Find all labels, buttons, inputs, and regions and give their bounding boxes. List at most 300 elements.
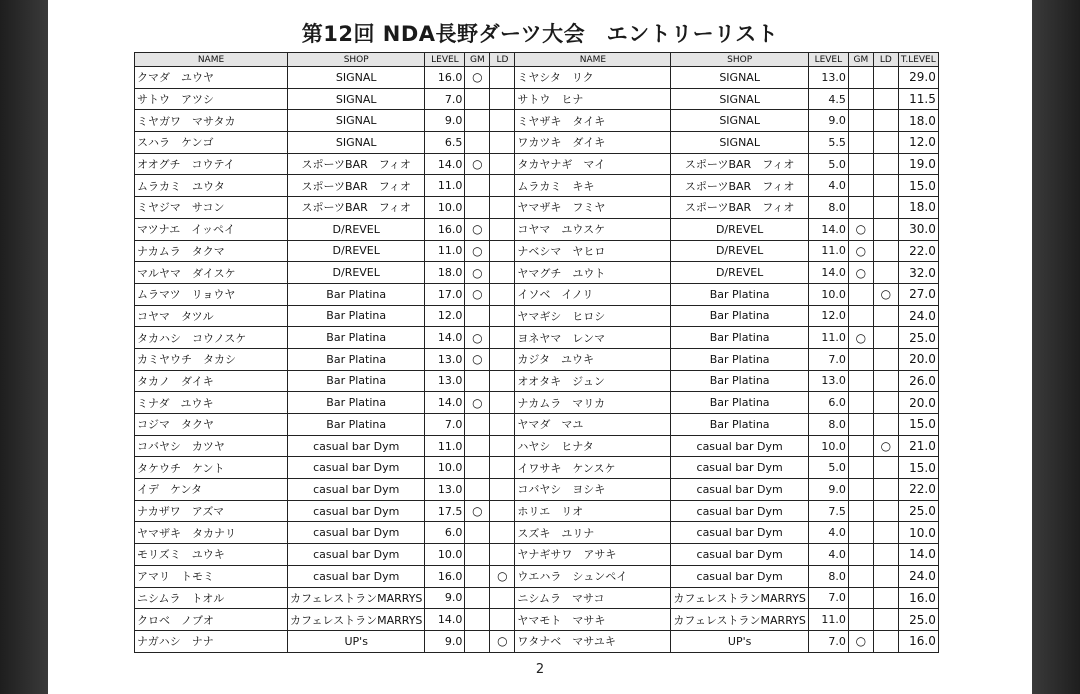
page-number: 2	[535, 662, 545, 677]
shop-name-1: スポーツBAR フィオ	[288, 197, 425, 219]
player-name-1: サトウ アツシ	[135, 88, 288, 110]
gm-mark-1	[465, 435, 490, 457]
shop-name-1: スポーツBAR フィオ	[288, 153, 425, 175]
shop-name-1: カフェレストランMARRYS	[288, 609, 425, 631]
total-level: 15.0	[898, 414, 938, 436]
shop-name-1: スポーツBAR フィオ	[288, 175, 425, 197]
gm-mark-1	[465, 587, 490, 609]
table-row	[135, 522, 939, 544]
level-2: 5.5	[808, 132, 848, 154]
table-row	[135, 110, 939, 132]
shop-name-2: SIGNAL	[671, 110, 808, 132]
player-name-2: スズキ ユリナ	[515, 522, 671, 544]
ld-mark-1	[490, 110, 515, 132]
shop-name-2: スポーツBAR フィオ	[671, 153, 808, 175]
gm-mark-1: ○	[465, 240, 490, 262]
gm-mark-2	[848, 522, 873, 544]
level-2: 7.0	[808, 348, 848, 370]
table-row	[135, 175, 939, 197]
level-1: 17.5	[425, 500, 465, 522]
shop-name-2: カフェレストランMARRYS	[671, 587, 808, 609]
total-level: 15.0	[898, 457, 938, 479]
total-level: 20.0	[898, 348, 938, 370]
gm-mark-2	[848, 587, 873, 609]
player-name-2: ヨネヤマ レンマ	[515, 327, 671, 349]
gm-mark-2: ○	[848, 218, 873, 240]
ld-mark-2	[873, 67, 898, 89]
ld-mark-2	[873, 457, 898, 479]
shop-name-2: SIGNAL	[671, 132, 808, 154]
table-row	[135, 587, 939, 609]
ld-mark-1	[490, 435, 515, 457]
gm-mark-1	[465, 175, 490, 197]
gm-mark-2	[848, 88, 873, 110]
level-2: 4.0	[808, 544, 848, 566]
total-level: 16.0	[898, 630, 938, 652]
level-2: 4.0	[808, 522, 848, 544]
table-row	[135, 544, 939, 566]
shop-name-1: SIGNAL	[288, 88, 425, 110]
table-row	[135, 414, 939, 436]
level-2: 14.0	[808, 218, 848, 240]
total-level: 29.0	[898, 67, 938, 89]
gm-mark-1	[465, 630, 490, 652]
shop-name-1: Bar Platina	[288, 392, 425, 414]
gm-mark-1: ○	[465, 67, 490, 89]
table-row	[135, 88, 939, 110]
shop-name-1: Bar Platina	[288, 370, 425, 392]
level-1: 7.0	[425, 414, 465, 436]
ld-mark-1: ○	[490, 565, 515, 587]
shop-name-2: casual bar Dym	[671, 435, 808, 457]
shop-name-2: スポーツBAR フィオ	[671, 175, 808, 197]
ld-mark-2	[873, 305, 898, 327]
shop-name-1: カフェレストランMARRYS	[288, 587, 425, 609]
header-name-1: NAME	[135, 53, 288, 67]
player-name-2: サトウ ヒナ	[515, 88, 671, 110]
gm-mark-2	[848, 609, 873, 631]
player-name-2: ミヤザキ タイキ	[515, 110, 671, 132]
player-name-2: オオタキ ジュン	[515, 370, 671, 392]
player-name-2: ナカムラ マリカ	[515, 392, 671, 414]
player-name-2: ヤマダ マユ	[515, 414, 671, 436]
ld-mark-2	[873, 327, 898, 349]
shop-name-2: SIGNAL	[671, 88, 808, 110]
level-1: 6.5	[425, 132, 465, 154]
total-level: 11.5	[898, 88, 938, 110]
table-row	[135, 132, 939, 154]
level-2: 11.0	[808, 609, 848, 631]
total-level: 16.0	[898, 587, 938, 609]
page-title: 第12回 NDA長野ダーツ大会 エントリーリスト	[301, 22, 779, 46]
ld-mark-1	[490, 348, 515, 370]
gm-mark-2	[848, 67, 873, 89]
gm-mark-1: ○	[465, 283, 490, 305]
ld-mark-2: ○	[873, 283, 898, 305]
ld-mark-2	[873, 370, 898, 392]
level-2: 11.0	[808, 327, 848, 349]
total-level: 14.0	[898, 544, 938, 566]
gm-mark-2	[848, 457, 873, 479]
level-2: 8.0	[808, 197, 848, 219]
player-name-2: ヤマグチ ユウト	[515, 262, 671, 284]
level-1: 11.0	[425, 175, 465, 197]
ld-mark-1	[490, 153, 515, 175]
player-name-1: ムラカミ ユウタ	[135, 175, 288, 197]
ld-mark-1	[490, 392, 515, 414]
level-1: 10.0	[425, 544, 465, 566]
level-2: 4.5	[808, 88, 848, 110]
level-2: 14.0	[808, 262, 848, 284]
gm-mark-1: ○	[465, 348, 490, 370]
player-name-1: タケウチ ケント	[135, 457, 288, 479]
total-level: 25.0	[898, 609, 938, 631]
gm-mark-1	[465, 197, 490, 219]
player-name-2: カジタ ユウキ	[515, 348, 671, 370]
gm-mark-2: ○	[848, 262, 873, 284]
shop-name-1: D/REVEL	[288, 262, 425, 284]
player-name-1: オオグチ コウテイ	[135, 153, 288, 175]
gm-mark-1: ○	[465, 392, 490, 414]
ld-mark-2: ○	[873, 435, 898, 457]
ld-mark-1	[490, 522, 515, 544]
shop-name-1: SIGNAL	[288, 67, 425, 89]
ld-mark-2	[873, 500, 898, 522]
level-1: 12.0	[425, 305, 465, 327]
table-row	[135, 153, 939, 175]
level-1: 14.0	[425, 392, 465, 414]
ld-mark-2	[873, 565, 898, 587]
gm-mark-2	[848, 348, 873, 370]
table-row	[135, 500, 939, 522]
level-2: 11.0	[808, 240, 848, 262]
gm-mark-1: ○	[465, 218, 490, 240]
player-name-2: コバヤシ ヨシキ	[515, 479, 671, 501]
table-row	[135, 348, 939, 370]
player-name-1: ナカムラ タクマ	[135, 240, 288, 262]
gm-mark-2: ○	[848, 240, 873, 262]
player-name-2: ハヤシ ヒナタ	[515, 435, 671, 457]
shop-name-1: casual bar Dym	[288, 565, 425, 587]
level-2: 9.0	[808, 479, 848, 501]
header-level-1: LEVEL	[425, 53, 465, 67]
gm-mark-2	[848, 305, 873, 327]
level-2: 13.0	[808, 370, 848, 392]
ld-mark-1	[490, 132, 515, 154]
header-ld-1: LD	[490, 53, 515, 67]
shop-name-1: Bar Platina	[288, 305, 425, 327]
total-level: 22.0	[898, 240, 938, 262]
shop-name-2: Bar Platina	[671, 370, 808, 392]
level-1: 10.0	[425, 197, 465, 219]
table-row	[135, 305, 939, 327]
ld-mark-1: ○	[490, 630, 515, 652]
total-level: 19.0	[898, 153, 938, 175]
gm-mark-1: ○	[465, 500, 490, 522]
shop-name-2: Bar Platina	[671, 392, 808, 414]
gm-mark-2	[848, 132, 873, 154]
player-name-2: ヤマモト マサキ	[515, 609, 671, 631]
player-name-2: イソベ イノリ	[515, 283, 671, 305]
level-1: 6.0	[425, 522, 465, 544]
table-header-row	[135, 53, 939, 67]
level-2: 7.0	[808, 630, 848, 652]
player-name-2: ナベシマ ヤヒロ	[515, 240, 671, 262]
shop-name-1: casual bar Dym	[288, 457, 425, 479]
ld-mark-1	[490, 283, 515, 305]
total-level: 24.0	[898, 565, 938, 587]
player-name-2: タカヤナギ マイ	[515, 153, 671, 175]
player-name-2: ワタナベ マサユキ	[515, 630, 671, 652]
gm-mark-2	[848, 175, 873, 197]
gm-mark-1	[465, 544, 490, 566]
gm-mark-1: ○	[465, 153, 490, 175]
total-level: 12.0	[898, 132, 938, 154]
ld-mark-2	[873, 175, 898, 197]
shop-name-1: casual bar Dym	[288, 435, 425, 457]
gm-mark-2: ○	[848, 630, 873, 652]
table-row	[135, 240, 939, 262]
header-shop-2: SHOP	[671, 53, 808, 67]
ld-mark-2	[873, 240, 898, 262]
shop-name-2: casual bar Dym	[671, 522, 808, 544]
player-name-2: ホリエ リオ	[515, 500, 671, 522]
level-2: 4.0	[808, 175, 848, 197]
player-name-1: タカノ ダイキ	[135, 370, 288, 392]
ld-mark-1	[490, 262, 515, 284]
gm-mark-1	[465, 479, 490, 501]
shop-name-1: casual bar Dym	[288, 522, 425, 544]
gm-mark-1	[465, 305, 490, 327]
level-2: 7.5	[808, 500, 848, 522]
header-gm-2: GM	[848, 53, 873, 67]
player-name-1: ナカザワ アズマ	[135, 500, 288, 522]
level-1: 9.0	[425, 587, 465, 609]
player-name-1: ムラマツ リョウヤ	[135, 283, 288, 305]
player-name-1: ミヤジマ サコン	[135, 197, 288, 219]
table-row	[135, 67, 939, 89]
level-1: 13.0	[425, 479, 465, 501]
level-2: 12.0	[808, 305, 848, 327]
ld-mark-2	[873, 522, 898, 544]
player-name-1: ニシムラ トオル	[135, 587, 288, 609]
shop-name-1: casual bar Dym	[288, 479, 425, 501]
ld-mark-2	[873, 348, 898, 370]
total-level: 26.0	[898, 370, 938, 392]
player-name-2: ミヤシタ リク	[515, 67, 671, 89]
shop-name-2: D/REVEL	[671, 262, 808, 284]
ld-mark-2	[873, 88, 898, 110]
table-row	[135, 283, 939, 305]
shop-name-1: D/REVEL	[288, 240, 425, 262]
entry-list-table	[134, 52, 939, 653]
shop-name-2: Bar Platina	[671, 348, 808, 370]
gm-mark-2	[848, 283, 873, 305]
shop-name-1: casual bar Dym	[288, 500, 425, 522]
total-level: 22.0	[898, 479, 938, 501]
table-row	[135, 435, 939, 457]
player-name-1: ミナダ ユウキ	[135, 392, 288, 414]
level-2: 6.0	[808, 392, 848, 414]
gm-mark-1	[465, 609, 490, 631]
level-1: 14.0	[425, 327, 465, 349]
shop-name-1: Bar Platina	[288, 283, 425, 305]
ld-mark-1	[490, 88, 515, 110]
level-2: 9.0	[808, 110, 848, 132]
table-row	[135, 327, 939, 349]
ld-mark-2	[873, 218, 898, 240]
player-name-1: コヤマ タツル	[135, 305, 288, 327]
level-1: 7.0	[425, 88, 465, 110]
shop-name-1: Bar Platina	[288, 414, 425, 436]
player-name-1: コバヤシ カツヤ	[135, 435, 288, 457]
gm-mark-1	[465, 457, 490, 479]
gm-mark-2: ○	[848, 327, 873, 349]
ld-mark-1	[490, 67, 515, 89]
header-shop-1: SHOP	[288, 53, 425, 67]
gm-mark-2	[848, 110, 873, 132]
player-name-1: マルヤマ ダイスケ	[135, 262, 288, 284]
ld-mark-2	[873, 414, 898, 436]
total-level: 20.0	[898, 392, 938, 414]
gm-mark-1	[465, 88, 490, 110]
gm-mark-1: ○	[465, 327, 490, 349]
gm-mark-1	[465, 565, 490, 587]
gm-mark-1	[465, 132, 490, 154]
header-gm-1: GM	[465, 53, 490, 67]
level-2: 5.0	[808, 153, 848, 175]
shop-name-2: Bar Platina	[671, 283, 808, 305]
shop-name-2: D/REVEL	[671, 218, 808, 240]
total-level: 18.0	[898, 197, 938, 219]
shop-name-2: UP's	[671, 630, 808, 652]
table-row	[135, 218, 939, 240]
player-name-2: ニシムラ マサコ	[515, 587, 671, 609]
shop-name-2: casual bar Dym	[671, 565, 808, 587]
header-name-2: NAME	[515, 53, 671, 67]
total-level: 18.0	[898, 110, 938, 132]
player-name-1: ヤマザキ タカナリ	[135, 522, 288, 544]
level-1: 13.0	[425, 370, 465, 392]
shop-name-2: スポーツBAR フィオ	[671, 197, 808, 219]
player-name-2: ヤマギシ ヒロシ	[515, 305, 671, 327]
ld-mark-1	[490, 587, 515, 609]
gm-mark-2	[848, 435, 873, 457]
ld-mark-2	[873, 262, 898, 284]
gm-mark-1	[465, 110, 490, 132]
level-1: 14.0	[425, 609, 465, 631]
ld-mark-2	[873, 153, 898, 175]
shop-name-2: SIGNAL	[671, 67, 808, 89]
shop-name-2: Bar Platina	[671, 305, 808, 327]
shop-name-2: Bar Platina	[671, 414, 808, 436]
gm-mark-2	[848, 500, 873, 522]
ld-mark-1	[490, 457, 515, 479]
table-row	[135, 479, 939, 501]
ld-mark-2	[873, 544, 898, 566]
player-name-1: タカハシ コウノスケ	[135, 327, 288, 349]
shop-name-2: カフェレストランMARRYS	[671, 609, 808, 631]
level-2: 8.0	[808, 414, 848, 436]
header-total-level: T.LEVEL	[898, 53, 938, 67]
level-1: 10.0	[425, 457, 465, 479]
player-name-1: アマリ トモミ	[135, 565, 288, 587]
player-name-2: ワカツキ ダイキ	[515, 132, 671, 154]
shop-name-1: casual bar Dym	[288, 544, 425, 566]
gm-mark-2	[848, 392, 873, 414]
gm-mark-2	[848, 370, 873, 392]
player-name-1: ミヤガワ マサタカ	[135, 110, 288, 132]
ld-mark-2	[873, 132, 898, 154]
level-1: 11.0	[425, 435, 465, 457]
player-name-1: マツナエ イッペイ	[135, 218, 288, 240]
ld-mark-1	[490, 218, 515, 240]
ld-mark-2	[873, 197, 898, 219]
total-level: 25.0	[898, 500, 938, 522]
player-name-1: イデ ケンタ	[135, 479, 288, 501]
gm-mark-2	[848, 197, 873, 219]
ld-mark-1	[490, 197, 515, 219]
ld-mark-1	[490, 175, 515, 197]
shop-name-1: UP's	[288, 630, 425, 652]
ld-mark-2	[873, 479, 898, 501]
ld-mark-1	[490, 240, 515, 262]
table-row	[135, 630, 939, 652]
table-row	[135, 565, 939, 587]
player-name-2: ヤナギサワ アサキ	[515, 544, 671, 566]
table-row	[135, 609, 939, 631]
player-name-1: ナガハシ ナナ	[135, 630, 288, 652]
total-level: 32.0	[898, 262, 938, 284]
table-row	[135, 197, 939, 219]
ld-mark-1	[490, 370, 515, 392]
level-1: 14.0	[425, 153, 465, 175]
document-page	[48, 0, 1032, 694]
gm-mark-2	[848, 544, 873, 566]
shop-name-2: Bar Platina	[671, 327, 808, 349]
table-row	[135, 457, 939, 479]
total-level: 24.0	[898, 305, 938, 327]
level-2: 10.0	[808, 283, 848, 305]
total-level: 27.0	[898, 283, 938, 305]
level-2: 8.0	[808, 565, 848, 587]
shop-name-1: Bar Platina	[288, 327, 425, 349]
level-1: 16.0	[425, 67, 465, 89]
shop-name-2: casual bar Dym	[671, 544, 808, 566]
player-name-2: ヤマザキ フミヤ	[515, 197, 671, 219]
shop-name-1: Bar Platina	[288, 348, 425, 370]
ld-mark-1	[490, 414, 515, 436]
level-1: 17.0	[425, 283, 465, 305]
shop-name-1: SIGNAL	[288, 110, 425, 132]
gm-mark-1	[465, 414, 490, 436]
total-level: 30.0	[898, 218, 938, 240]
level-1: 9.0	[425, 110, 465, 132]
player-name-1: クマダ ユウヤ	[135, 67, 288, 89]
total-level: 25.0	[898, 327, 938, 349]
player-name-1: カミヤウチ タカシ	[135, 348, 288, 370]
level-2: 7.0	[808, 587, 848, 609]
level-1: 18.0	[425, 262, 465, 284]
ld-mark-2	[873, 110, 898, 132]
gm-mark-2	[848, 479, 873, 501]
level-1: 9.0	[425, 630, 465, 652]
ld-mark-1	[490, 544, 515, 566]
player-name-1: コジマ タクヤ	[135, 414, 288, 436]
total-level: 10.0	[898, 522, 938, 544]
shop-name-1: D/REVEL	[288, 218, 425, 240]
total-level: 15.0	[898, 175, 938, 197]
